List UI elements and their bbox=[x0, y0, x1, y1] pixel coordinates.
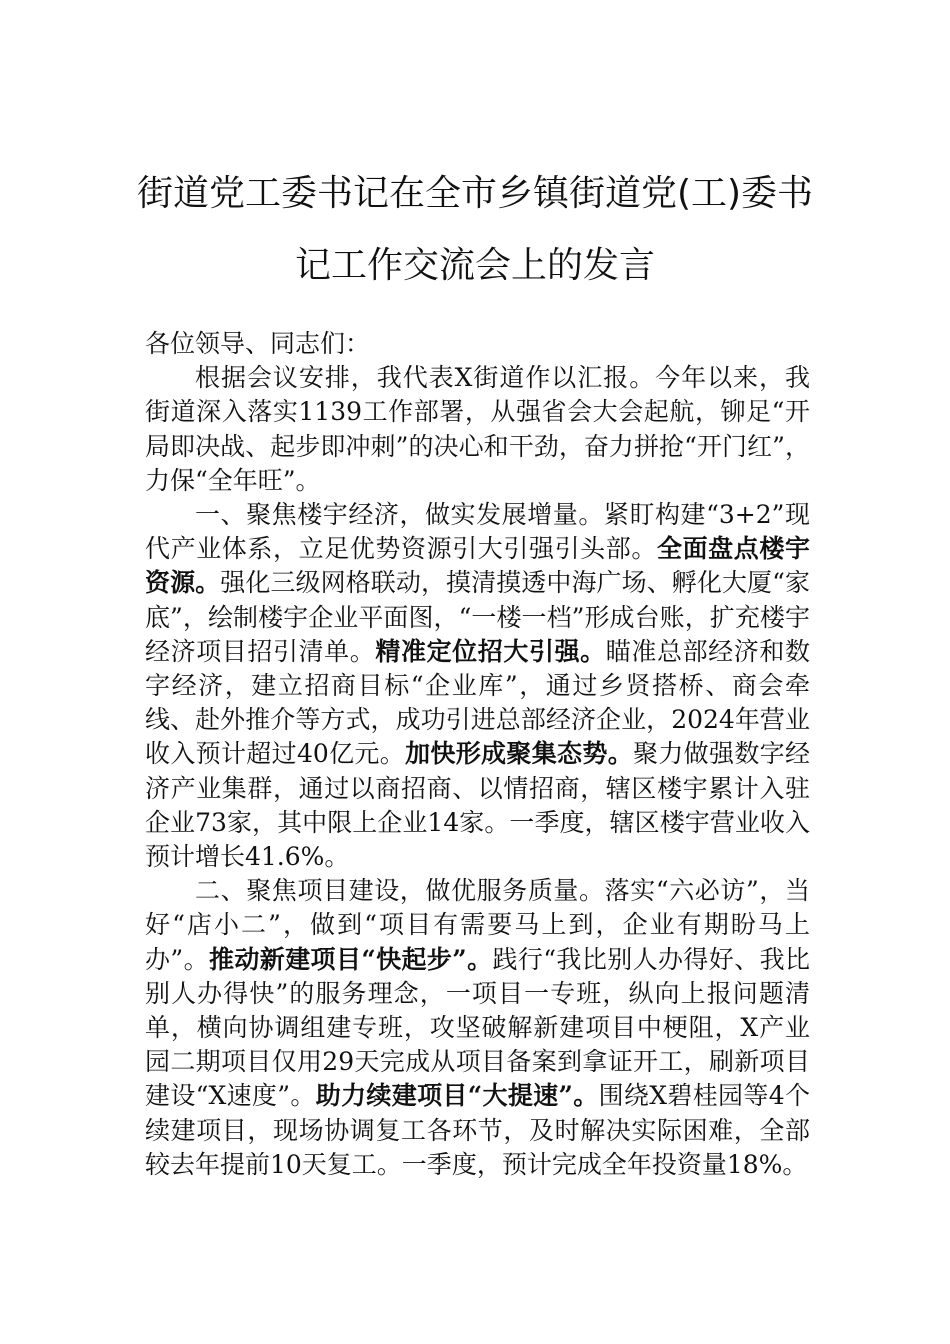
section-one-heading-3: 加快形成聚集态势。 bbox=[405, 739, 634, 769]
title-line-2: 记工作交流会上的发言 bbox=[294, 245, 655, 286]
section-one-text-3: 聚力做强数字经济产业集群，通过以商招商、以情招商，辖区楼宇累计入驻企业73家，其中限上企业14家。一季度，辖区楼宇营业收入预计增长41.6%。 bbox=[145, 739, 810, 872]
paragraph-section-one bbox=[145, 498, 810, 874]
section-two-lead: 二、聚焦项目建设，做优服务质量。落实“六必访”，当好“店小二”，做到“项目有需要马上到，企业有期盼马上办”。 bbox=[145, 876, 810, 974]
section-two-text-1: 践行“我比别人办得好、我比别人办得快”的服务理念，一项目一专班，纵向上报问题清单，横向协调组建专班，攻坚破解新建项目中梗阻，X产业园二期项目仅用29天完成从项目备案到拿证开工，刷新项目建设“X速度”。 bbox=[145, 944, 810, 1111]
section-one-heading-2: 精准定位招大引强。 bbox=[375, 636, 606, 666]
section-one-lead: 一、聚焦楼宇经济，做实发展增量。紧盯构建“3+2”现代产业体系，立足优势资源引大引强引头部。 bbox=[145, 500, 810, 564]
section-two-text-2: 围绕X碧桂园等4个续建项目，现场协调复工各环节，及时解决实际困难，全部较去年提前10天复工。一季度，预计完成全年投资量18%。 bbox=[145, 1081, 810, 1179]
salutation: 各位领导、同志们： bbox=[145, 329, 371, 358]
document-title bbox=[110, 158, 840, 302]
paragraph-section-two bbox=[145, 874, 810, 1182]
document-body bbox=[145, 327, 810, 1182]
section-two-heading-2: 助力续建项目“大提速”。 bbox=[315, 1081, 599, 1111]
section-one-text-1: 强化三级网格联动，摸清摸透中海广场、孵化大厦“家底”，绘制楼宇企业平面图，“一楼一档”形成台账，扩充楼宇经济项目招引清单。 bbox=[145, 568, 810, 666]
section-one-text-2: 瞄准总部经济和数字经济，建立招商目标“企业库”，通过乡贤搭桥、商会牵线、赴外推介等方式，成功引进总部经济企业，2024年营业收入预计超过40亿元。 bbox=[145, 636, 810, 769]
section-one-heading-1: 全面盘点楼宇资源。 bbox=[145, 534, 810, 598]
section-two-heading-1: 推动新建项目“快起步”。 bbox=[208, 944, 493, 974]
title-line-1: 街道党工委书记在全市乡镇街道党(工)委书 bbox=[136, 173, 814, 214]
paragraph-intro: 根据会议安排，我代表X街道作以汇报。今年以来，我街道深入落实1139工作部署，从强省会大会起航，铆足“开局即决战、起步即冲刺”的决心和干劲，奋力拼抢“开门红”，力保“全年旺”。 bbox=[145, 363, 810, 495]
